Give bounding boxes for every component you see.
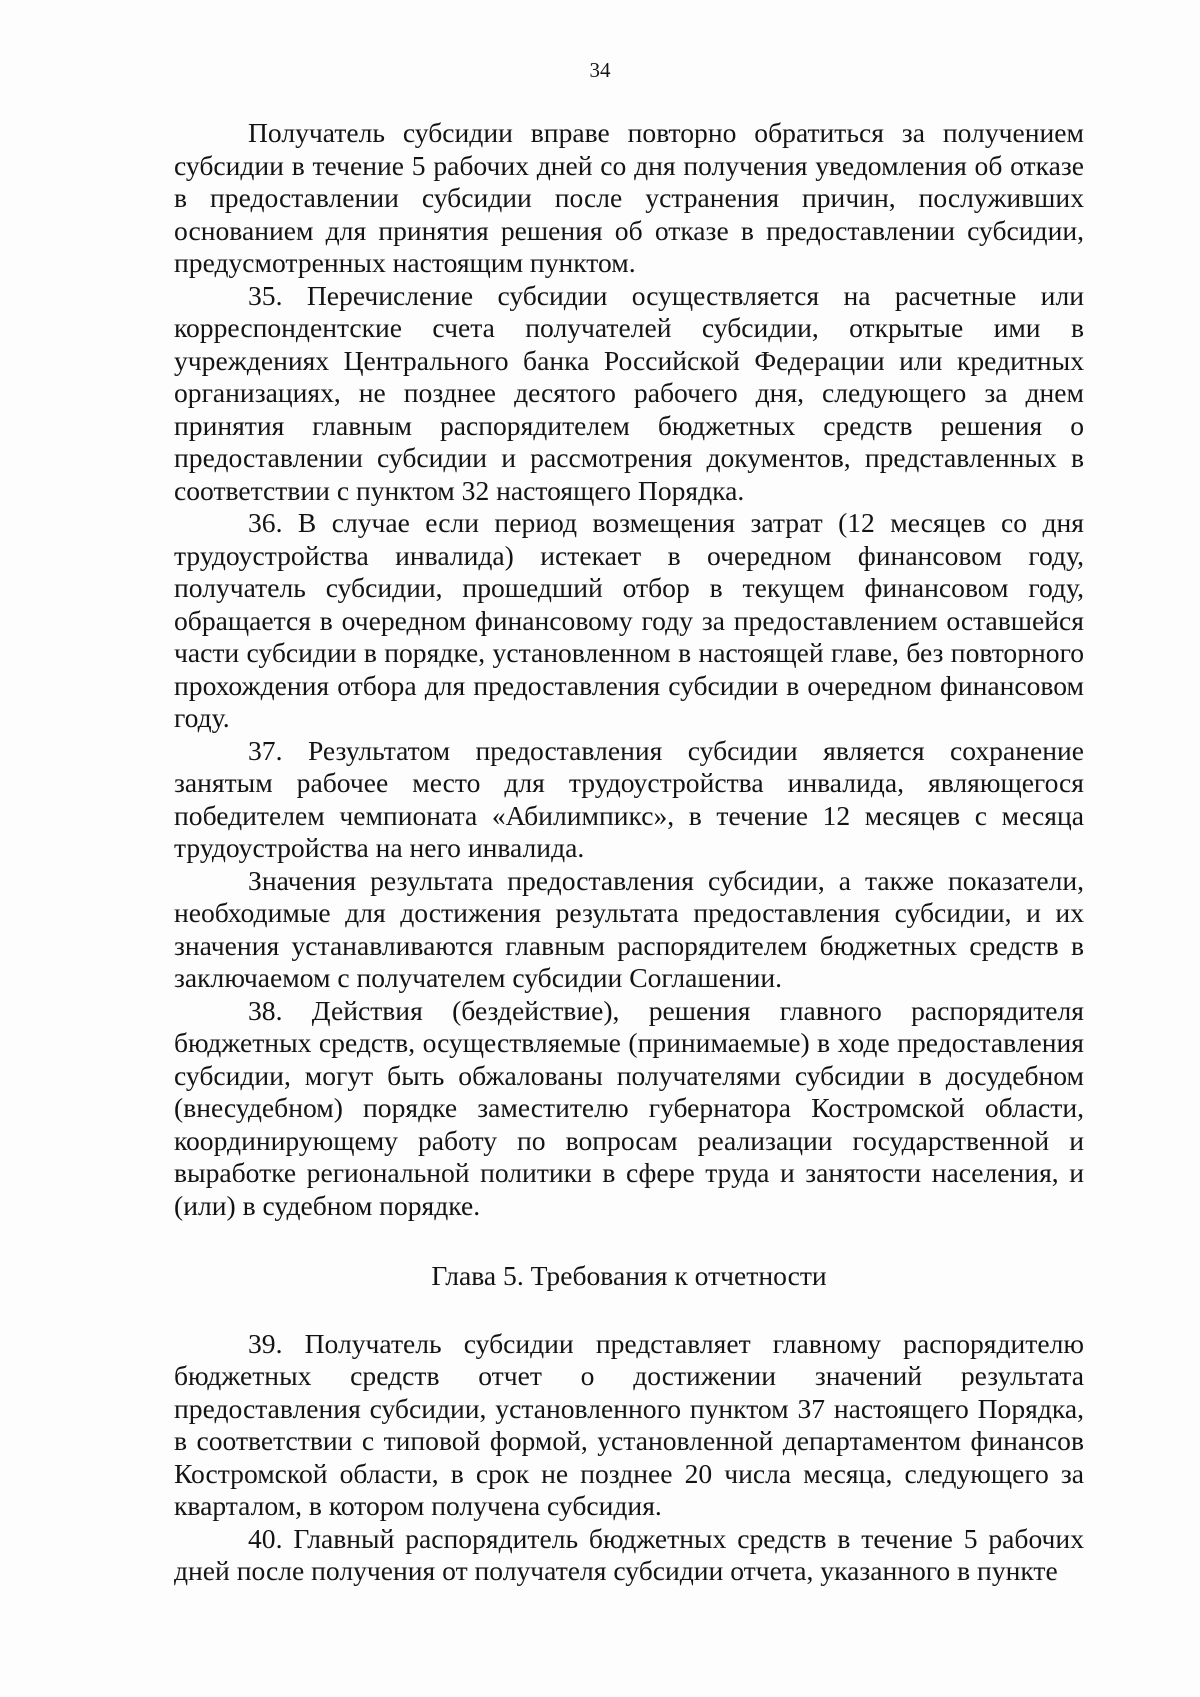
paragraph-39: 39. Получатель субсидии представляет главному распорядителю бюджетных средств отчет о достижении значений результата предоставления субсидии, установленного пунктом 37 настоящего Порядка, в соответствии с типовой формой, установленной департаментом финансов Костромской области, в срок не позднее 20 числа месяца, следующего за кварталом, в котором получена субсидия.: [174, 1327, 1084, 1521]
paragraph-40: 40. Главный распорядитель бюджетных средств в течение 5 рабочих дней после получения от получателя субсидии отчета, указанного в пункте: [174, 1522, 1084, 1586]
page-number: 34: [589, 58, 611, 82]
paragraph-37: 37. Результатом предоставления субсидии является сохранение занятым рабочее место для трудоустройства инвалида, являющегося победителем чемпионата «Абилимпикс», в течение 12 месяцев с месяца трудоустройства на него инвалида.: [174, 734, 1084, 863]
paragraph-38: 38. Действия (бездействие), решения главного распорядителя бюджетных средств, осуществляемые (принимаемые) в ходе предоставления субсидии, могут быть обжалованы получателями субсидии в досудебном (внесудебном) порядке заместителю губернатора Костромской области, координирующему работу по вопросам реализации государственной и выработке региональной политики в сфере труда и занятости населения, и (или) в судебном порядке.: [174, 994, 1084, 1221]
paragraph-result-values: Значения результата предоставления субсидии, а также показатели, необходимые для достижения результата предоставления субсидии, и их значения устанавливаются главным распорядителем бюджетных средств в заключаемом с получателем субсидии Соглашении.: [174, 864, 1084, 993]
document-body: [174, 117, 1084, 1588]
paragraph-36: 36. В случае если период возмещения затрат (12 месяцев со дня трудоустройства инвалида) истекает в очередном финансовом году, получатель субсидии, прошедший отбор в текущем финансовом году, обращается в очередном финансовому году за предоставлением оставшейся части субсидии в порядке, установленном в настоящей главе, без повторного прохождения отбора для предоставления субсидии в очередном финансовом году.: [174, 507, 1084, 733]
paragraph-resubmission: Получатель субсидии вправе повторно обратиться за получением субсидии в течение 5 рабочих дней со дня получения уведомления об отказе в предоставлении субсидии после устранения причин, послуживших основанием для принятия решения об отказе в предоставлении субсидии, предусмотренных настоящим пунктом.: [174, 117, 1084, 278]
paragraph-35: 35. Перечисление субсидии осуществляется на расчетные или корреспондентские счета получателей субсидии, открытые ими в учреждениях Центрального банка Российской Федерации или кредитных организациях, не позднее десятого рабочего дня, следующего за днем принятия главным распорядителем бюджетных средств решения о предоставлении субсидии и рассмотрения документов, представленных в соответствии с пунктом 32 настоящего Порядка.: [174, 279, 1084, 506]
chapter-heading: Глава 5. Требования к отчетности: [431, 1260, 827, 1291]
